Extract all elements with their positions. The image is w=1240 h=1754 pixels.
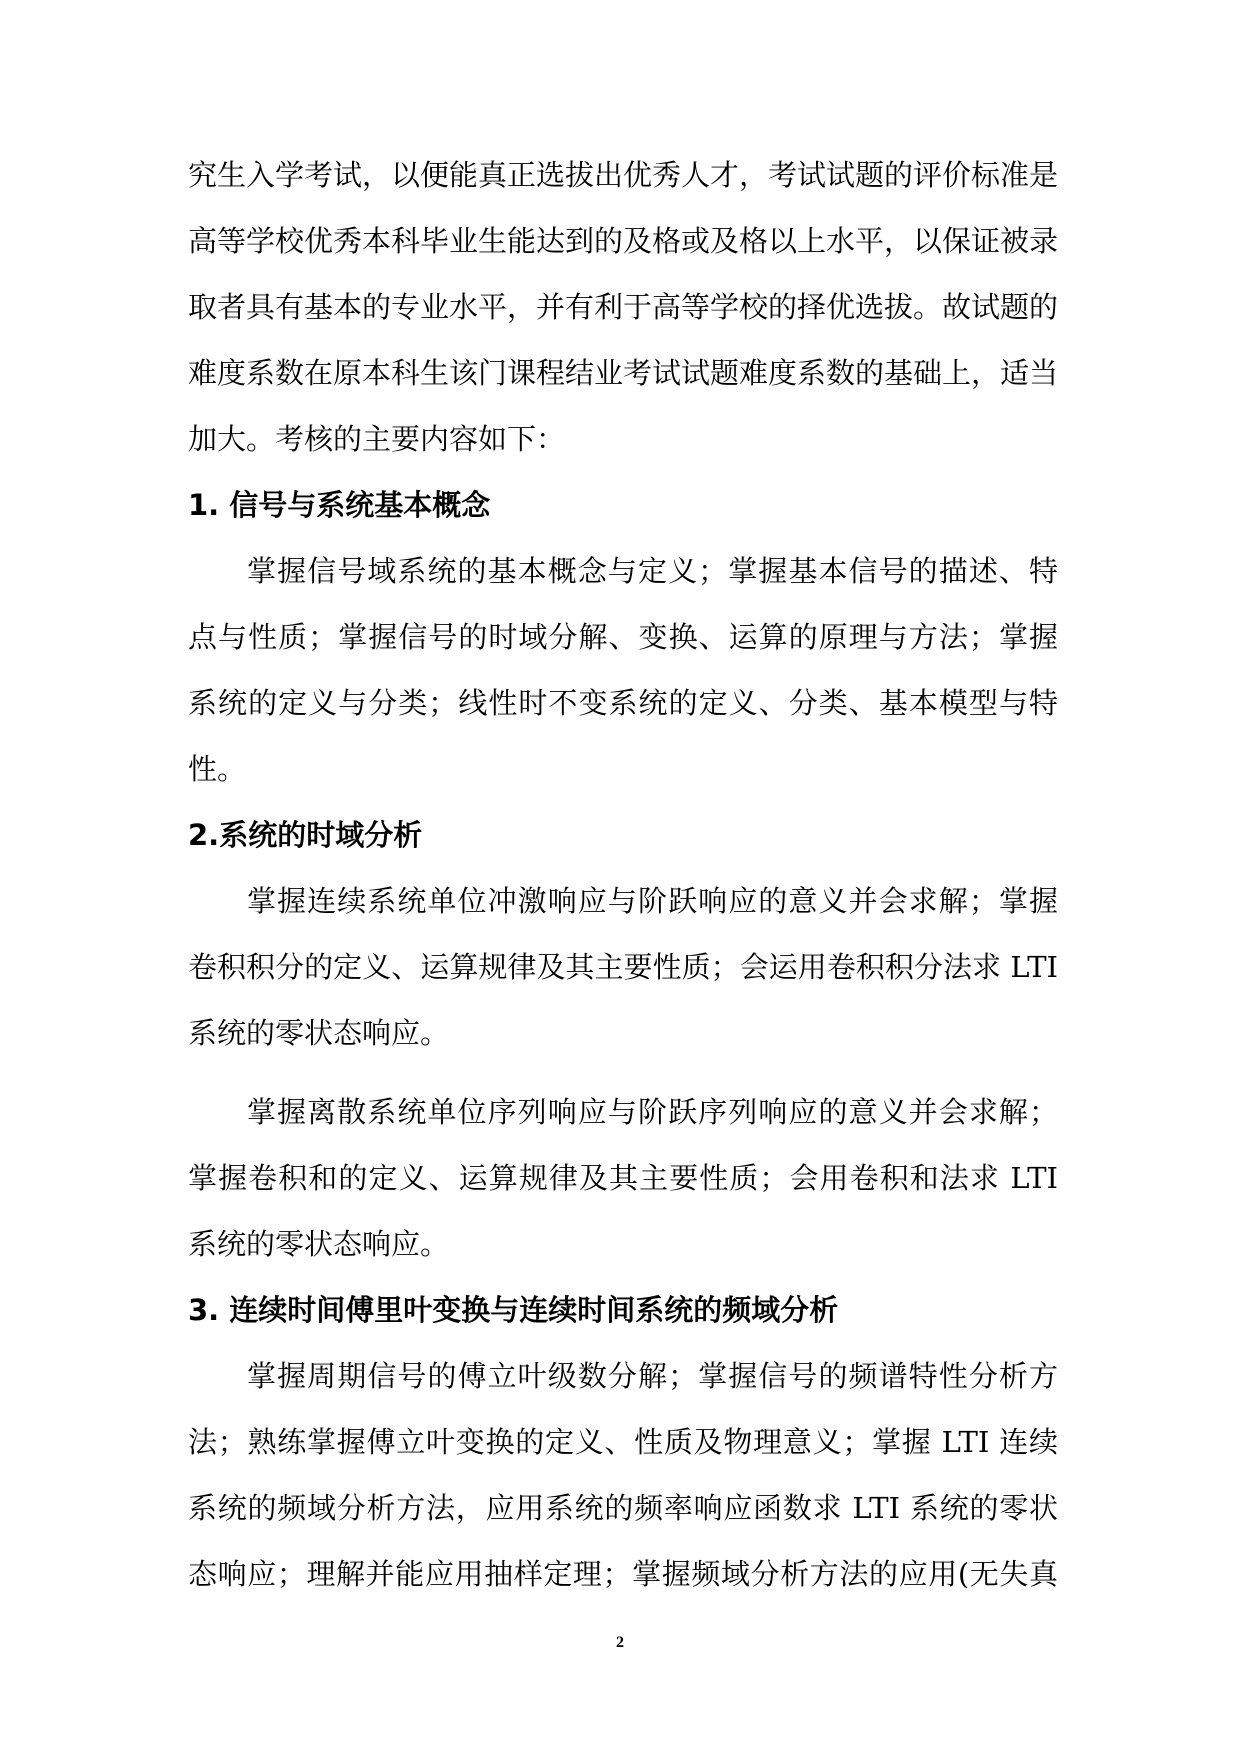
text-line: 高等学校优秀本科毕业生能达到的及格或及格以上水平，以保证被录 xyxy=(188,224,1059,258)
document-body xyxy=(188,142,1058,1607)
section-heading-3: 3. 连续时间傅里叶变换与连续时间系统的频域分析 xyxy=(188,1293,839,1327)
text-line: 态响应；理解并能应用抽样定理；掌握频域分析方法的应用(无失真 xyxy=(188,1557,1058,1591)
text-line: 掌握卷积和的定义、运算规律及其主要性质；会用卷积和法求 LTI xyxy=(188,1161,1058,1195)
section-2-paragraph-1 xyxy=(188,868,1058,1066)
section-1-paragraph xyxy=(188,538,1058,802)
text-line: 系统的频域分析方法，应用系统的频率响应函数求 LTI 系统的零状 xyxy=(188,1491,1058,1525)
page-number: 2 xyxy=(616,1634,624,1651)
paragraph-spacer xyxy=(188,1066,1058,1079)
section-3-paragraph xyxy=(188,1343,1058,1607)
text-line: 点与性质；掌握信号的时域分解、变换、运算的原理与方法；掌握 xyxy=(188,620,1058,654)
section-heading-2: 2.系统的时域分析 xyxy=(188,818,423,852)
text-line: 难度系数在原本科生该门课程结业考试试题难度系数的基础上，适当 xyxy=(188,356,1059,390)
text-line: 系统的定义与分类；线性时不变系统的定义、分类、基本模型与特 xyxy=(188,686,1058,720)
text-line: 卷积积分的定义、运算规律及其主要性质；会运用卷积积分法求 LTI xyxy=(188,950,1058,984)
text-line: 法；熟练掌握傅立叶变换的定义、性质及物理意义；掌握 LTI 连续 xyxy=(188,1425,1058,1459)
text-line: 究生入学考试，以便能真正选拔出优秀人才，考试试题的评价标准是 xyxy=(188,158,1059,192)
text-line: 加大。考核的主要内容如下： xyxy=(188,422,566,456)
text-line: 掌握信号域系统的基本概念与定义；掌握基本信号的描述、特 xyxy=(247,554,1058,588)
text-line: 掌握连续系统单位冲激响应与阶跃响应的意义并会求解；掌握 xyxy=(247,884,1058,918)
intro-paragraph xyxy=(188,142,1058,472)
text-line: 掌握周期信号的傅立叶级数分解；掌握信号的频谱特性分析方 xyxy=(247,1359,1058,1393)
section-heading-1: 1. 信号与系统基本概念 xyxy=(188,488,491,522)
text-line: 掌握离散系统单位序列响应与阶跃序列响应的意义并会求解； xyxy=(247,1095,1058,1129)
text-line: 性。 xyxy=(188,752,247,786)
text-line: 取者具有基本的专业水平，并有利于高等学校的择优选拔。故试题的 xyxy=(188,290,1059,324)
section-2-paragraph-2 xyxy=(188,1079,1058,1277)
text-line: 系统的零状态响应。 xyxy=(188,1016,450,1050)
text-line: 系统的零状态响应。 xyxy=(188,1227,450,1261)
